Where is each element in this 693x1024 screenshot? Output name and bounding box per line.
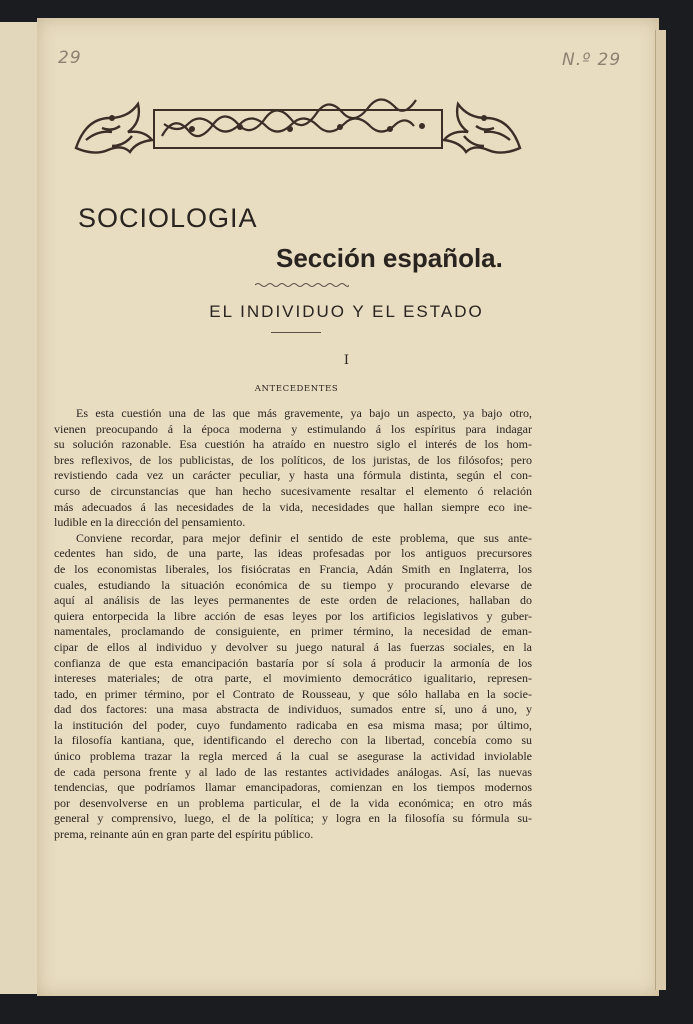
section-label: ANTECEDENTES: [254, 384, 339, 394]
text-line: namentales, proclamando de consiguiente, en primer término, la necesidad de eman-: [54, 624, 532, 639]
text-line: curso de circunstancias que han hecho sucesivamente resaltar el elemento ó relación: [54, 483, 532, 498]
text-line: cuales, estudiando la situación económica de su tiempo y procurando elevarse de: [54, 577, 532, 592]
text-line: revistiendo cada vez un carácter peculiar, y hasta una fórmula distinta, según el con-: [54, 468, 532, 483]
text-line: dad dos factores: una masa abstracta de individuos, sumados entre sí, uno á uno, y: [54, 702, 532, 717]
decorative-header-ornament: [72, 96, 524, 160]
handwritten-page-number-right: N.º 29: [562, 50, 622, 70]
text-line: único problema trazar la regla merced á la cual se asegurase la actividad inviolable: [54, 749, 532, 764]
text-line: aquí al análisis de las leyes permanentes de este orden de relaciones, hallaban do: [54, 593, 532, 608]
text-line: por desenvolverse en un problema particular, el de la vida económica; en otro más: [54, 795, 532, 810]
facing-page-edge: [0, 22, 39, 994]
text-line: tado, en primer término, por el Contrato de Rousseau, y que sólo hallaba en la socie-: [54, 686, 532, 701]
title-divider-line: [271, 332, 321, 333]
article-body: [54, 406, 532, 843]
text-line: cedentes han sido, de una parte, las ideas profesadas por los antiguos precursores: [54, 546, 532, 561]
paragraph: [54, 531, 532, 843]
text-line: quiera entorpecida la libre acción de esas leyes por los artificios legislativos y guber-: [54, 608, 532, 623]
text-line: intereses materiales; de otra parte, el movimiento democrático igualitario, represen-: [54, 671, 532, 686]
text-line: de cada persona frente y al lado de las restantes actividades análogas. Así, las nuevas: [54, 764, 532, 779]
text-line: general y comprensivo, luego, el de la política; y logra en la filosofía su fórmula su-: [54, 811, 532, 826]
section-numeral: I: [343, 353, 350, 368]
text-line: bres reflexivos, de los publicistas, de los políticos, de los juristas, de los filósofos; pero: [54, 452, 532, 467]
text-line: Es esta cuestión una de las que más gravemente, ya bajo un aspecto, ya bajo otro,: [76, 406, 532, 420]
text-line: cipar de ellos al individuo y devolver su juego natural á las fuerzas sociales, en la: [54, 639, 532, 654]
article-title: EL INDIVIDUO Y EL ESTADO: [209, 302, 484, 321]
handwritten-page-number-left: 29: [58, 48, 82, 68]
text-line: ludible en la dirección del pensamiento.: [54, 515, 246, 530]
journal-section-title: SOCIOLOGIA: [78, 203, 258, 233]
text-line: vienen preocupando á la época moderna y estimulando á los espíritus para indagar: [54, 421, 532, 436]
text-line: su solución razonable. Esa cuestión ha atraído en nuestro siglo el interés de los hom-: [54, 437, 532, 452]
text-line: prema, reinante aún en gran parte del espíritu público.: [54, 827, 314, 842]
text-line: tendencias, que podríamos llamar emancipadoras, comienzan en los tiempos modernos: [54, 780, 532, 795]
text-line: la institución del poder, cuyo fundamento radicaba en esa misma masa; por último,: [54, 717, 532, 732]
text-line: Conviene recordar, para mejor definir el sentido de este problema, que sus ante-: [76, 530, 532, 545]
paragraph: [54, 406, 532, 531]
text-line: confianza de que esta emancipación bastaría por sí sola á producir la armonía de los: [54, 655, 532, 670]
text-line: de los economistas liberales, los fisiócratas en Francia, Adán Smith en Inglaterra, los: [54, 561, 532, 576]
wavy-divider: [255, 281, 349, 289]
text-line: más adecuados á las necesidades de la vida, necesidades que hallan siempre eco ine-: [54, 499, 532, 514]
text-line: la filosofía kantiana, que, identificando el derecho con la libertad, concebía como su: [54, 733, 532, 748]
journal-subsection-title: Sección española.: [276, 243, 503, 273]
page-stack-edge: [655, 30, 666, 990]
